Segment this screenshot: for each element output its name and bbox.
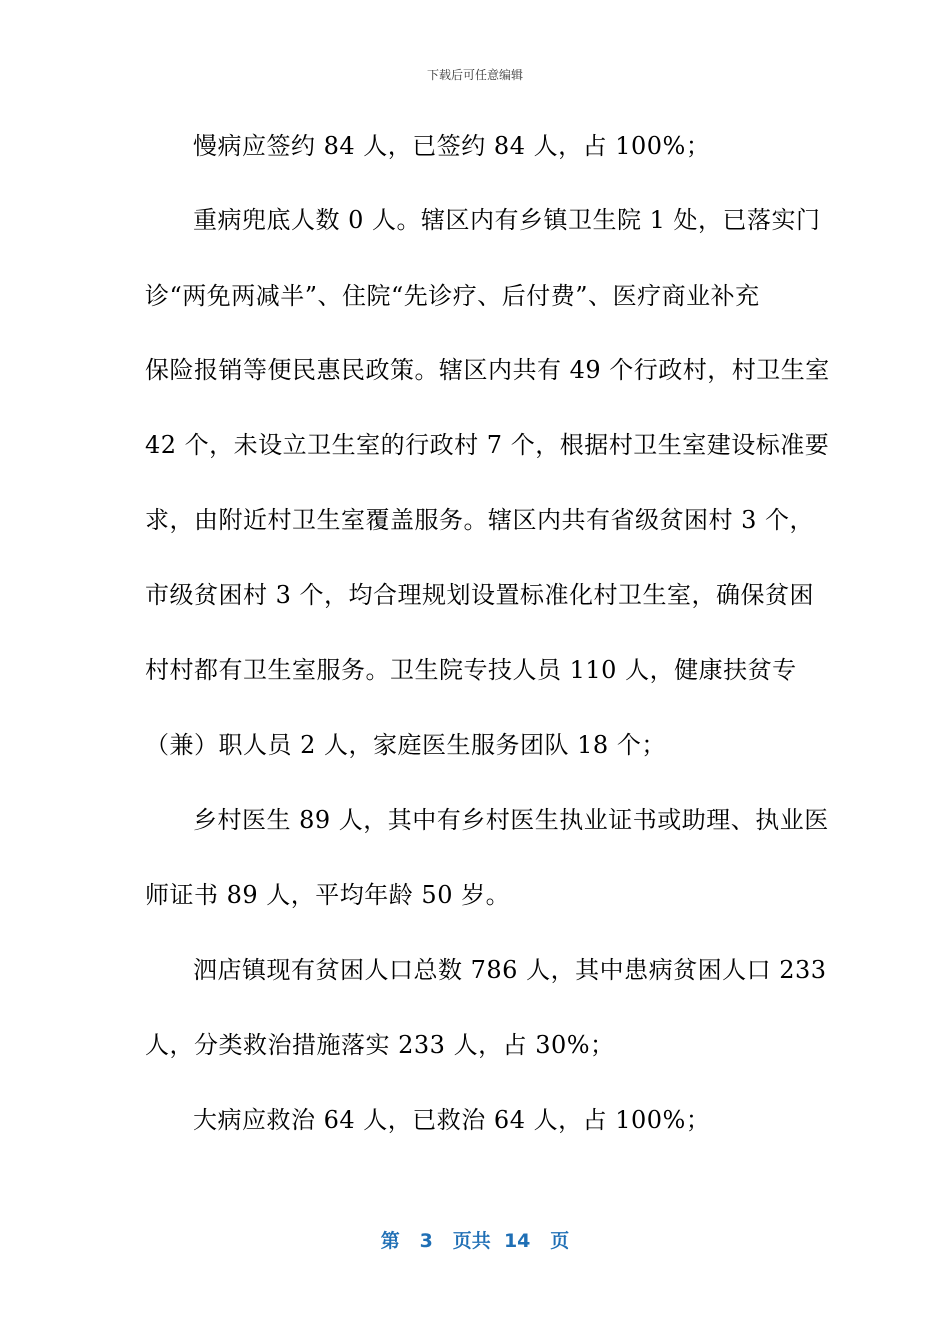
body-line: 诊“两免两减半”、住院“先诊疗、后付费”、医疗商业补充 — [145, 282, 760, 310]
body-line: 师证书 89 人，平均年龄 50 岁。 — [145, 881, 511, 909]
body-line: 重病兜底人数 0 人。辖区内有乡镇卫生院 1 处，已落实门 — [193, 206, 821, 234]
body-line: 大病应救治 64 人，已救治 64 人，占 100%； — [193, 1106, 711, 1134]
body-line: 保险报销等便民惠民政策。辖区内共有 49 个行政村，村卫生室 — [145, 356, 830, 384]
body-line: 求，由附近村卫生室覆盖服务。辖区内共有省级贫困村 3 个， — [145, 506, 815, 534]
body-line: （兼）职人员 2 人，家庭医生服务团队 18 个； — [145, 731, 666, 759]
body-line: 42 个，未设立卫生室的行政村 7 个，根据村卫生室建设标准要 — [145, 431, 830, 459]
footer-middle: 页共 — [452, 1230, 491, 1252]
body-line: 市级贫困村 3 个，均合理规划设置标准化村卫生室，确保贫困 — [145, 581, 815, 609]
body-line: 人，分类救治措施落实 233 人，占 30%； — [145, 1031, 615, 1059]
body-line: 村村都有卫生室服务。卫生院专技人员 110 人，健康扶贫专 — [145, 656, 797, 684]
body-line: 泗店镇现有贫困人口总数 786 人，其中患病贫困人口 233 — [193, 956, 827, 984]
body-line: 慢病应签约 84 人，已签约 84 人，占 100%； — [193, 132, 711, 160]
footer-prefix: 第 — [380, 1230, 400, 1252]
current-page-number: 3 — [419, 1230, 433, 1252]
total-pages-number: 14 — [503, 1230, 531, 1252]
header-note: 下载后可任意编辑 — [426, 68, 523, 82]
page-footer — [0, 1226, 950, 1253]
body-line: 乡村医生 89 人，其中有乡村医生执业证书或助理、执业医 — [193, 806, 829, 834]
footer-suffix: 页 — [550, 1230, 570, 1252]
